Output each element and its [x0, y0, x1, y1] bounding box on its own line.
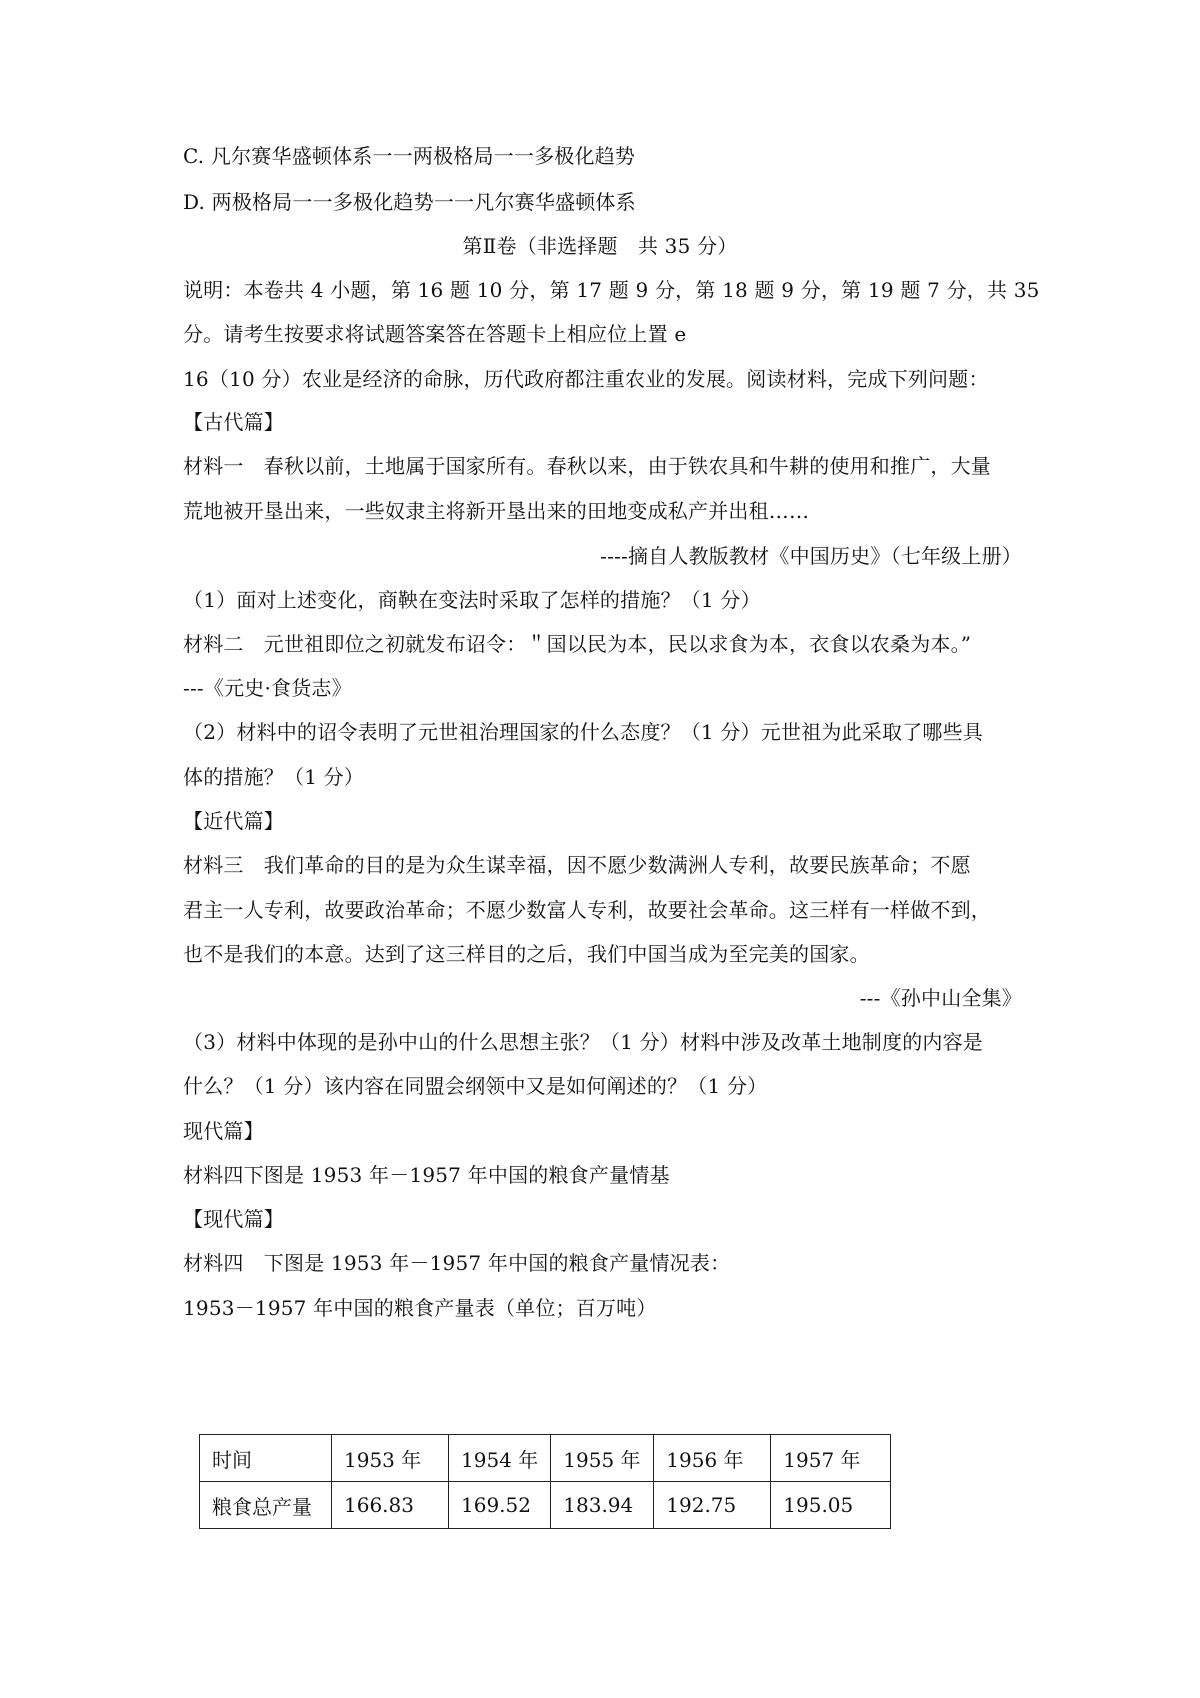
material-4: 材料四 下图是 1953 年－1957 年中国的粮食产量情况表： [183, 1251, 731, 1275]
material-3-line-2: 君主一人专利，故要政治革命；不愿少数富人专利，故要社会革命。这三样有一样做不到， [183, 898, 991, 922]
table-cell: 1955 年 [551, 1435, 654, 1482]
sub-question-3-line-1: （3）材料中体现的是孙中山的什么思想主张？（1 分）材料中涉及改革土地制度的内容是 [183, 1030, 984, 1054]
sub-question-1: （1）面对上述变化，商鞅在变法时采取了怎样的措施？（1 分） [183, 588, 761, 612]
option-c: C. 凡尔赛华盛顿体系一一两极格局一一多极化趋势 [183, 144, 636, 168]
material-3-source: ---《孙中山全集》 [859, 986, 1022, 1010]
material-3-line-1: 材料三 我们革命的目的是为众生谋幸福，因不愿少数满洲人专利，故要民族革命；不愿 [183, 853, 971, 877]
sub-question-2-line-2: 体的措施？（1 分） [183, 765, 365, 789]
table-cell: 粮食总产量 [200, 1482, 332, 1529]
instructions-line-2: 分。请考生按要求将试题答案答在答题卡上相应位上置 e [183, 322, 687, 346]
table-cell: 1953 年 [332, 1435, 449, 1482]
material-2: 材料二 元世祖即位之初就发布诏令：＂国以民为本，民以求食为本，衣食以农桑为本。” [183, 632, 972, 656]
material-2-source: ---《元史·食货志》 [183, 676, 352, 700]
heading-contemporary: 【现代篇】 [183, 1207, 284, 1231]
table-cell: 时间 [200, 1435, 332, 1482]
table-cell: 1957 年 [771, 1435, 891, 1482]
material-3-line-3: 也不是我们的本意。达到了这三样目的之后，我们中国当成为至完美的国家。 [183, 942, 870, 966]
material-1-line-1: 材料一 春秋以前，土地属于国家所有。春秋以来，由于铁农具和牛耕的使用和推广，大量 [183, 454, 991, 478]
heading-ancient: 【古代篇】 [183, 410, 284, 434]
material-1-source: ----摘自人教版教材《中国历史》（七年级上册） [600, 544, 1022, 568]
table-cell: 183.94 [551, 1482, 654, 1529]
table-cell: 195.05 [771, 1482, 891, 1529]
question-16-stem: 16（10 分）农业是经济的命脉，历代政府都注重农业的发展。阅读材料，完成下列问题： [183, 367, 989, 391]
section-title: 第Ⅱ卷（非选择题 共 35 分） [462, 234, 738, 258]
table-cell: 169.52 [449, 1482, 551, 1529]
sub-question-2-line-1: （2）材料中的诏令表明了元世祖治理国家的什么态度？（1 分）元世祖为此采取了哪些具 [183, 720, 984, 744]
material-4-duplicate: 材料四下图是 1953 年－1957 年中国的粮食产量情基 [183, 1163, 670, 1187]
heading-modern: 【近代篇】 [183, 809, 284, 833]
heading-contemporary-plain: 现代篇】 [183, 1119, 264, 1143]
table-header-row [200, 1435, 891, 1482]
sub-question-3-line-2: 什么？（1 分）该内容在同盟会纲领中又是如何阐述的？（1 分） [183, 1074, 768, 1098]
table-cell: 192.75 [654, 1482, 771, 1529]
table-cell: 166.83 [332, 1482, 449, 1529]
table-caption: 1953－1957 年中国的粮食产量表（单位；百万吨） [183, 1296, 657, 1320]
table-cell: 1954 年 [449, 1435, 551, 1482]
option-d: D. 两极格局一一多极化趋势一一凡尔赛华盛顿体系 [183, 190, 636, 214]
instructions-line-1: 说明：本卷共 4 小题，第 16 题 10 分，第 17 题 9 分，第 18 题 9 分，第 19 题 7 分，共 35 [183, 278, 1040, 302]
table-row [200, 1482, 891, 1529]
table-cell: 1956 年 [654, 1435, 771, 1482]
material-1-line-2: 荒地被开垦出来，一些奴隶主将新开垦出来的田地变成私产并出租…… [183, 499, 810, 523]
grain-output-table [199, 1434, 891, 1529]
